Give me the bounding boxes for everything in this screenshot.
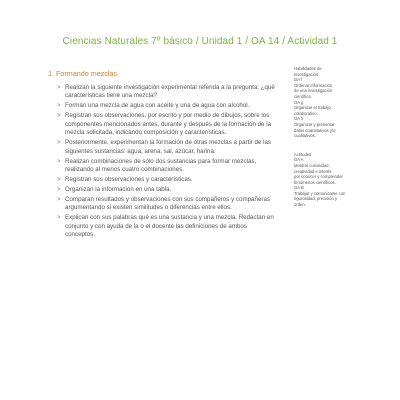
sidebar-line: OA g bbox=[294, 99, 304, 105]
sidebar-line: rigurosidad, precisión y bbox=[294, 196, 338, 202]
sidebar-line: colaborativo. bbox=[294, 110, 318, 116]
sidebar-line: por conocer y comprender bbox=[294, 174, 343, 180]
list-item-text: Posteriormente, experimentan la formación de otras mezclas a partir de las siguientes sustancias: agua, arena, sal, azúcar, harina. bbox=[65, 139, 272, 155]
list-item-text: Comparan resultados y observaciones con sus compañeros y compañeras argumentando si existen similitudes o diferencias entre ellos. bbox=[65, 196, 270, 212]
sidebar-line: Organizar el trabajo bbox=[294, 105, 331, 111]
list-item-text: Realizan la siguiente investigación experimental referida a la pregunta: ¿qué características tiene una mezcla? bbox=[65, 84, 275, 100]
page-title: Ciencias Naturales 7º básico / Unidad 1 / OA 14 / Actividad 1 bbox=[62, 36, 338, 47]
section-title: 1. Formando mezclas bbox=[48, 69, 118, 78]
list-item-text: Explican con sus palabras qué es una sustancia y una mezcla. Redactan en conjunto y con ayuda de la o el docente las definiciones de ambos conceptos. bbox=[65, 214, 274, 239]
list-item bbox=[57, 214, 277, 239]
list-item bbox=[57, 139, 277, 156]
chevron-right-icon: > bbox=[57, 158, 61, 165]
sidebar-line: cualitativos. bbox=[294, 133, 316, 139]
sidebar-line: creatividad e interés bbox=[294, 168, 332, 174]
sidebar-line: Ordenar información bbox=[294, 82, 333, 88]
chevron-right-icon: > bbox=[57, 215, 61, 222]
list-item bbox=[57, 176, 277, 184]
sidebar-line: OA h bbox=[294, 116, 304, 122]
list-item-text: Registran sus observaciones y características. bbox=[65, 176, 193, 184]
sidebar-spacer bbox=[294, 139, 350, 152]
chevron-right-icon: > bbox=[57, 187, 61, 194]
objectives-sidebar bbox=[294, 66, 350, 208]
skills-block bbox=[294, 66, 350, 139]
chevron-right-icon: > bbox=[57, 140, 61, 147]
list-item-text: Registran sus observaciones, por escrito y por medio de dibujos, sobre los componentes mencionados antes, durante y después de la formación de la mezcla solicitada, indicando composición y características. bbox=[65, 112, 272, 137]
sidebar-line: fenómenos científicos. bbox=[294, 179, 336, 185]
sidebar-line: Actitudes bbox=[294, 151, 312, 157]
list-item bbox=[57, 112, 277, 137]
list-item bbox=[57, 196, 277, 213]
list-item bbox=[57, 186, 277, 194]
attitudes-block bbox=[294, 152, 350, 208]
sidebar-line: Trabajar y comunicarse con bbox=[294, 190, 346, 196]
sidebar-line: datos cuantitativos y/o bbox=[294, 127, 336, 133]
list-item-text: Organizan la información en una tabla. bbox=[65, 186, 172, 194]
sidebar-line: de una investigación bbox=[294, 88, 333, 94]
chevron-right-icon: > bbox=[57, 177, 61, 184]
activity-list bbox=[57, 84, 277, 241]
chevron-right-icon: > bbox=[57, 113, 61, 120]
list-item bbox=[57, 102, 277, 110]
list-item bbox=[57, 158, 277, 175]
sidebar-line: orden. bbox=[294, 202, 306, 208]
sidebar-line: OA f bbox=[294, 77, 303, 83]
chevron-right-icon: > bbox=[57, 197, 61, 204]
list-item-text: Realizan combinaciones de sólo dos sustancias para formar mezclas, realizando al menos cuatro combinaciones. bbox=[65, 157, 257, 174]
chevron-right-icon: > bbox=[57, 85, 61, 91]
sidebar-line: científica. bbox=[294, 93, 312, 99]
sidebar-line: investigación bbox=[294, 71, 319, 77]
list-item-text: Forman una mezcla de agua con aceite y una de agua con alcohol. bbox=[65, 102, 250, 110]
sidebar-line: Mostrar curiosidad, bbox=[294, 162, 330, 168]
chevron-right-icon: > bbox=[57, 103, 61, 110]
sidebar-line: Organizar y presentar bbox=[294, 121, 335, 127]
sidebar-line: Habilidades de bbox=[294, 66, 322, 71]
list-item bbox=[57, 84, 277, 101]
sidebar-line: OA A bbox=[294, 157, 304, 163]
sidebar-line: OA B bbox=[294, 185, 304, 191]
